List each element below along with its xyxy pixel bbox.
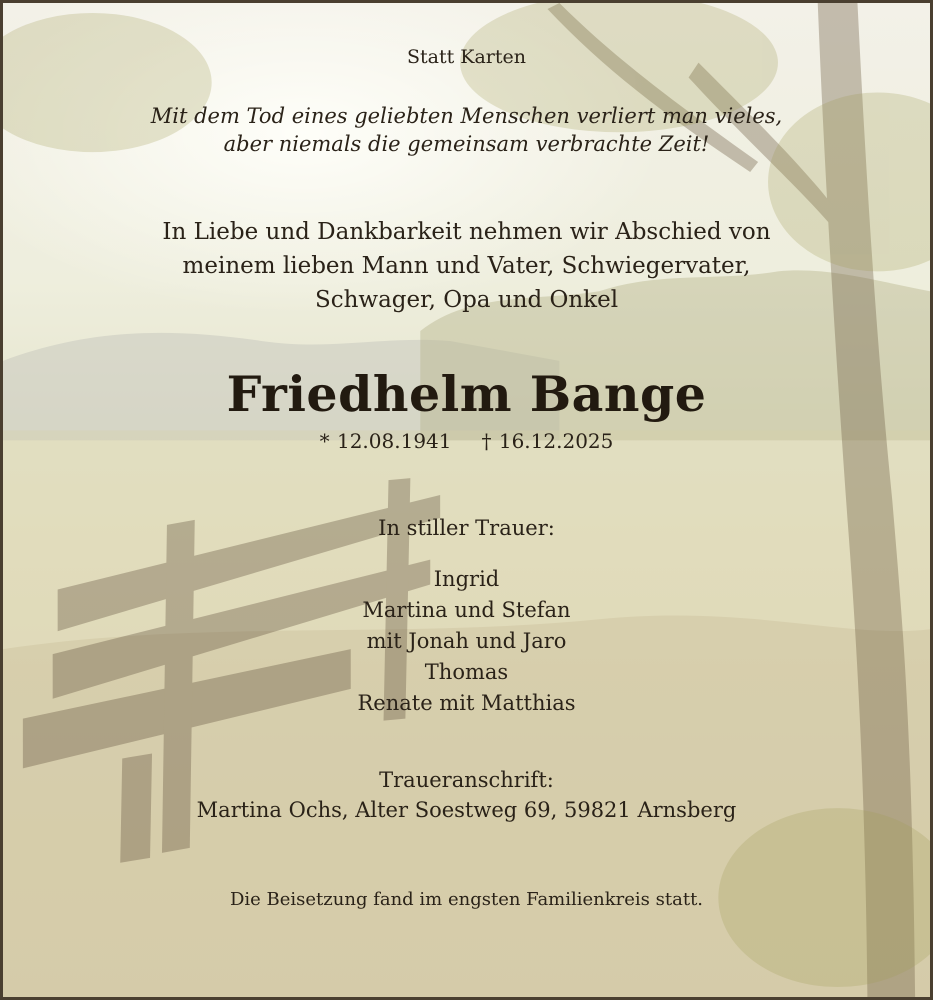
birth-date: * 12.08.1941 [319, 429, 452, 453]
mourning-address: Martina Ochs, Alter Soestweg 69, 59821 Arnsberg [196, 798, 737, 822]
intro-line: Schwager, Opa und Onkel [314, 287, 619, 313]
mourner-name: Martina und Stefan [362, 598, 571, 622]
intro-line: meinem lieben Mann und Vater, Schwiegervater, [182, 253, 751, 279]
burial-note: Die Beisetzung fand im engsten Familienkreis statt. [229, 889, 704, 910]
mourner-name: Thomas [424, 660, 509, 684]
mourners-heading: In stiller Trauer: [378, 516, 555, 540]
farewell-intro [3, 215, 930, 317]
quote-line: Mit dem Tod eines geliebten Menschen verliert man vieles, [150, 104, 783, 128]
life-dates [3, 429, 930, 453]
death-date: † 16.12.2025 [481, 429, 614, 453]
mourner-name: Renate mit Matthias [357, 691, 576, 715]
address-heading: Traueranschrift: [379, 768, 554, 792]
deceased-name: Friedhelm Bange [226, 365, 707, 423]
quote-line: aber niemals die gemeinsam verbrachte Zeit! [223, 132, 710, 156]
mourner-name: mit Jonah und Jaro [366, 629, 567, 653]
mourners-list [3, 564, 930, 719]
memorial-quote [3, 102, 930, 158]
mourner-name: Ingrid [433, 567, 500, 591]
intro-line: In Liebe und Dankbarkeit nehmen wir Abschied von [162, 219, 771, 245]
statt-karten-label: Statt Karten [406, 46, 526, 68]
